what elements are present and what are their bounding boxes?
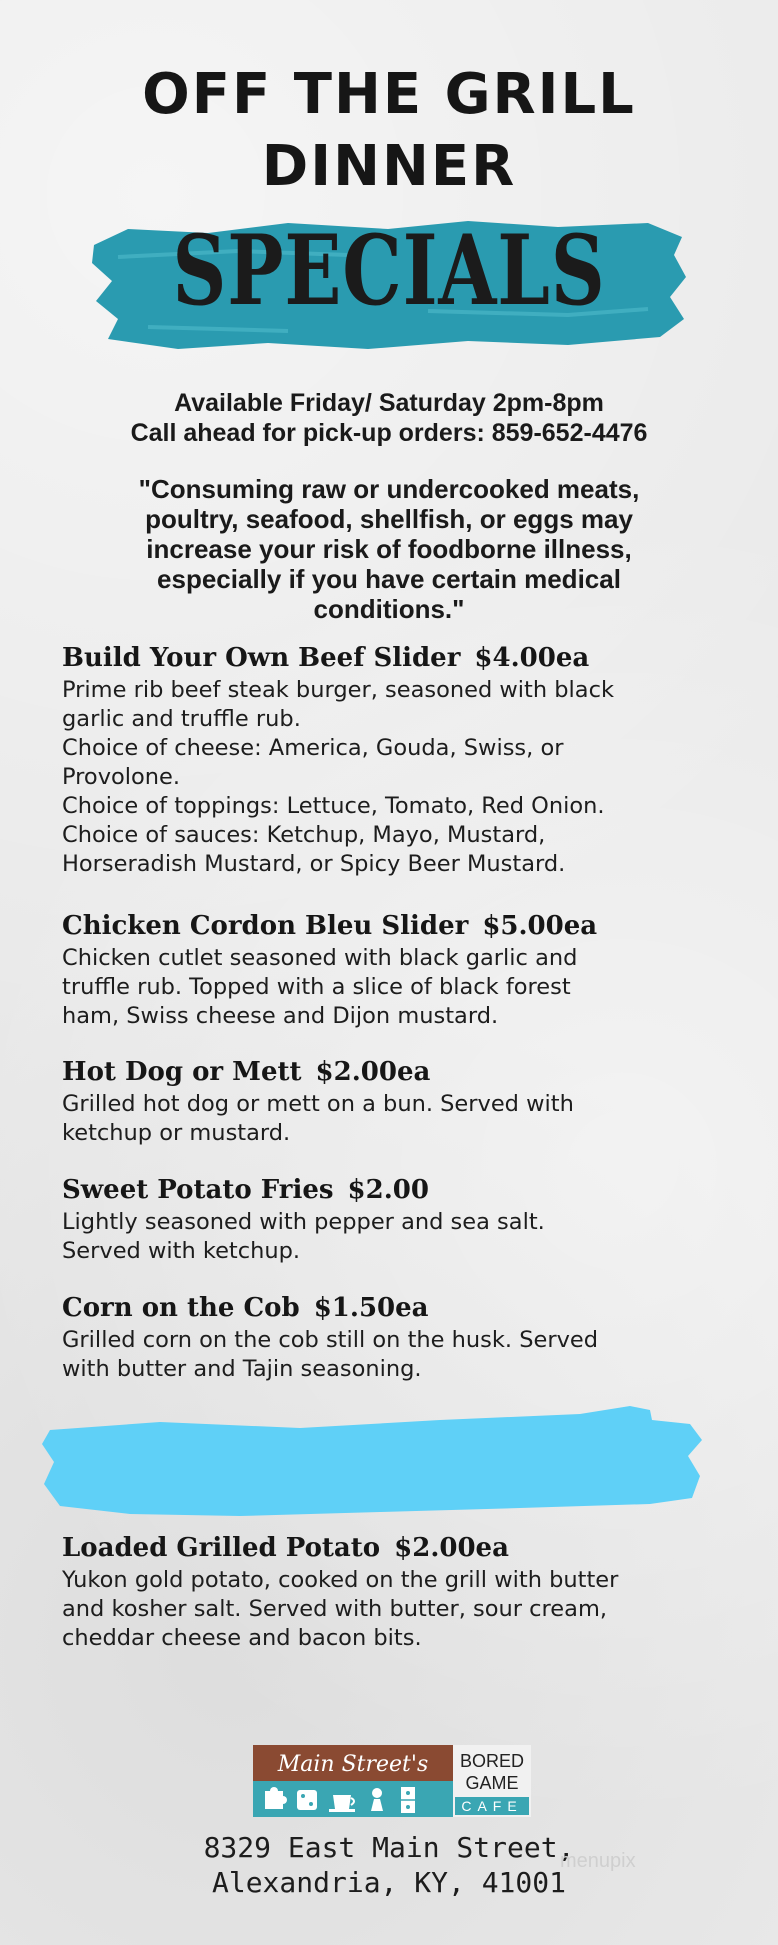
menu-item-loaded-potato xyxy=(62,1530,722,1653)
menu-item-beef-slider xyxy=(62,640,722,879)
item-desc-line: Provolone. xyxy=(62,764,181,790)
item-name: Build Your Own Beef Slider xyxy=(62,643,461,673)
item-desc-line: Grilled hot dog or mett on a bun. Served with xyxy=(62,1091,574,1117)
item-desc-line: Choice of sauces: Ketchup, Mayo, Mustard, xyxy=(62,822,546,848)
item-desc-line: Chicken cutlet seasoned with black garlic and xyxy=(62,945,578,971)
domino-icon xyxy=(401,1787,415,1813)
item-desc-line: Horseradish Mustard, or Spicy Beer Mustard. xyxy=(62,851,566,877)
item-desc-line: truffle rub. Topped with a slice of black forest xyxy=(62,974,571,1000)
item-desc-line: Choice of toppings: Lettuce, Tomato, Red Onion. xyxy=(62,793,605,819)
menu-item-hot-dog xyxy=(62,1054,722,1148)
logo-bored-text: BORED xyxy=(459,1751,525,1771)
item-desc-line: Yukon gold potato, cooked on the grill with butter xyxy=(62,1567,619,1593)
item-desc-line: cheddar cheese and bacon bits. xyxy=(62,1625,422,1651)
title-line-2: DINNER xyxy=(261,134,517,199)
logo-game-text: GAME xyxy=(465,1773,519,1793)
title-line-1: OFF THE GRILL xyxy=(142,62,636,127)
item-name: Loaded Grilled Potato xyxy=(62,1533,381,1563)
item-price: $5.00ea xyxy=(482,911,598,941)
item-price: $2.00ea xyxy=(394,1533,509,1563)
redaction-mark xyxy=(40,1400,708,1518)
specials-heading: SPECIALS xyxy=(172,214,606,327)
logo-cafe-text: CAFE xyxy=(461,1798,523,1814)
item-desc-line: and kosher salt. Served with butter, sour cream, xyxy=(62,1596,608,1622)
item-price: $4.00ea xyxy=(474,643,590,673)
logo-script-text: Main Street's xyxy=(277,1752,429,1777)
item-name: Sweet Potato Fries xyxy=(62,1175,334,1205)
call-ahead-text: Call ahead for pick-up orders: 859-652-4476 xyxy=(130,419,648,447)
item-price: $2.00 xyxy=(347,1175,429,1205)
item-desc-line: ketchup or mustard. xyxy=(62,1120,291,1146)
menu-item-cordon-bleu-slider xyxy=(62,908,722,1031)
cafe-logo xyxy=(253,1745,531,1817)
item-desc-line: Lightly seasoned with pepper and sea salt. xyxy=(62,1209,545,1235)
item-name: Hot Dog or Mett xyxy=(62,1057,302,1087)
dice-icon xyxy=(297,1790,317,1810)
menu-item-sweet-potato-fries xyxy=(62,1172,722,1266)
item-desc-line: Prime rib beef steak burger, seasoned with black xyxy=(62,677,614,703)
watermark-text: menupix xyxy=(560,1850,636,1872)
item-price: $2.00ea xyxy=(315,1057,431,1087)
address-line-2: Alexandria, KY, 41001 xyxy=(211,1866,566,1899)
item-desc-line: with butter and Tajin seasoning. xyxy=(62,1356,422,1382)
address-line-1: 8329 East Main Street, xyxy=(203,1831,575,1864)
item-desc-line: Grilled corn on the cob still on the husk. Served xyxy=(62,1327,599,1353)
item-name: Chicken Cordon Bleu Slider xyxy=(62,911,469,941)
item-desc-line: ham, Swiss cheese and Dijon mustard. xyxy=(62,1003,499,1029)
item-name: Corn on the Cob xyxy=(62,1293,300,1323)
item-desc-line: Choice of cheese: America, Gouda, Swiss, or xyxy=(62,735,564,761)
item-desc-line: garlic and truffle rub. xyxy=(62,706,301,732)
item-price: $1.50ea xyxy=(313,1293,429,1323)
availability-text: Available Friday/ Saturday 2pm-8pm xyxy=(174,389,604,417)
menu-item-corn-on-cob xyxy=(62,1290,722,1384)
food-safety-warning: "Consuming raw or undercooked meats, poultry, seafood, shellfish, or eggs may increase your risk of foodborne illness, especially if you have certain medical conditions." xyxy=(138,474,640,624)
item-desc-line: Served with ketchup. xyxy=(62,1238,301,1264)
